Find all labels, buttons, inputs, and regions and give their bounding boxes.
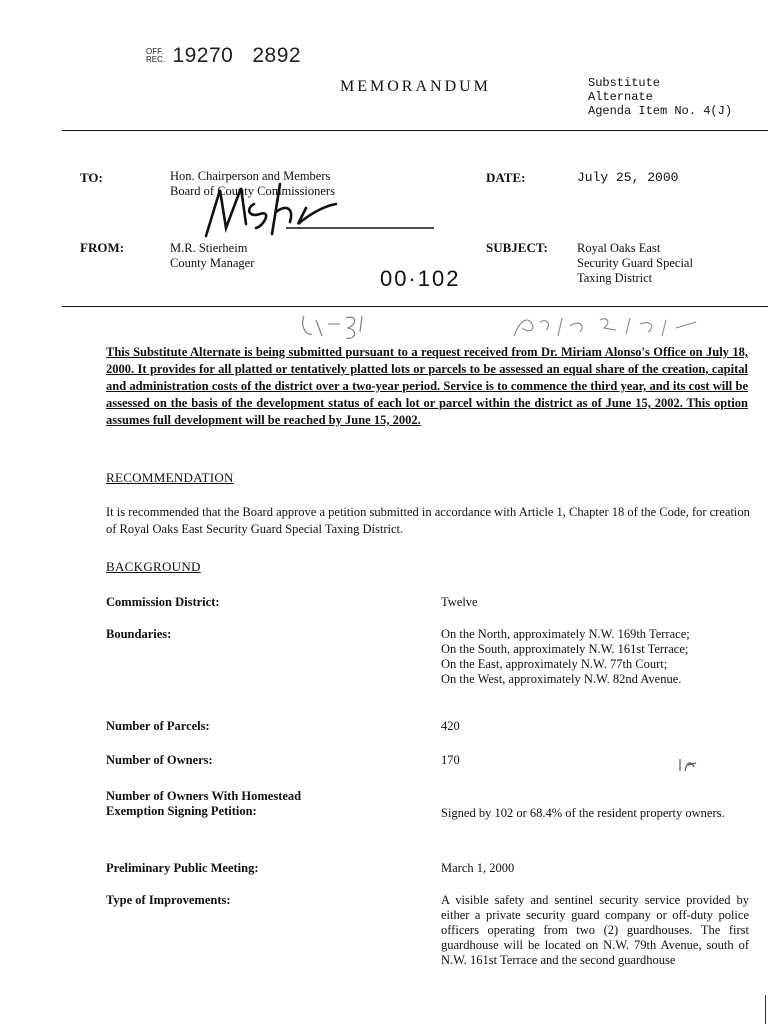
from-line-2: County Manager [170, 256, 255, 270]
handwritten-mark-icon [676, 755, 698, 777]
reference-number: 00·102 [380, 266, 461, 291]
commission-district-label: Commission District: [106, 595, 220, 609]
subject-line-2: Security Guard Special [577, 256, 693, 270]
page-edge-mark [765, 995, 766, 1024]
boundaries-label: Boundaries: [106, 627, 172, 641]
homestead-label-line-1: Number of Owners With Homestead [106, 789, 302, 803]
owners-label: Number of Owners: [106, 753, 213, 767]
homestead-value: Signed by 102 or 68.4% of the resident property owners. [441, 806, 725, 820]
from-line-1: M.R. Stierheim [170, 241, 248, 255]
parcels-label: Number of Parcels: [106, 719, 210, 733]
from-label: FROM: [80, 240, 125, 255]
commission-district-value: Twelve [441, 595, 478, 609]
to-line-2: Board of County Commissioners [170, 184, 335, 198]
homestead-label [106, 789, 301, 819]
handwritten-annotation-icon [300, 310, 720, 344]
recommendation-text: It is recommended that the Board approve a petition submitted in accordance with Article 1, Chapter 18 of the Code, for creation of Royal Oaks East Security Guard Special Taxing District. [106, 505, 750, 536]
stamp-prefix-line2: REC. [146, 55, 166, 64]
boundary-west: On the West, approximately N.W. 82nd Avenue. [441, 672, 682, 686]
agenda-line-1: Substitute [588, 76, 661, 90]
agenda-line-3: Agenda Item No. 4(J) [588, 104, 733, 118]
boundaries-value [441, 627, 749, 687]
stamp-number: 19270 2892 [172, 44, 302, 67]
background-heading: BACKGROUND [106, 559, 201, 574]
public-meeting-value: March 1, 2000 [441, 861, 515, 875]
stamp-prefix [146, 48, 168, 64]
subject-label: SUBJECT: [486, 240, 548, 255]
public-meeting-label: Preliminary Public Meeting: [106, 861, 259, 875]
from-sender [170, 241, 254, 271]
recommendation-heading: RECOMMENDATION [106, 470, 234, 485]
memo-title: MEMORANDUM [340, 78, 491, 95]
boundary-east: On the East, approximately N.W. 77th Court; [441, 657, 668, 671]
date-value: July 25, 2000 [577, 170, 679, 185]
substitute-alternate-paragraph: This Substitute Alternate is being submitted pursuant to a request received from Dr. Miriam Alonso's Office on July 18, 2000. It provides for all platted or tentatively platted lots or parcels to be assessed an equal share of the creation, capital and administration costs of the district over a two-year period. Service is to commence the third year, and its cost will be assessed on the basis of the development status of each lot or parcel within the district as of June 15, 2002. This option assumes full development will be reached by June 15, 2002. [106, 345, 748, 427]
memo-header-divider [62, 306, 768, 307]
to-label: TO: [80, 170, 103, 185]
improvements-value: A visible safety and sentinel security service provided by either a private security guard company or off-duty police officers operating from two (2) guardhouses. The first guardhouse will be located on N.W. 79th Avenue, south of N.W. 161st Terrace and the second guardhouse [441, 893, 749, 967]
official-record-stamp [146, 44, 301, 68]
date-label: DATE: [486, 170, 526, 185]
to-line-1: Hon. Chairperson and Members [170, 169, 331, 183]
improvements-label: Type of Improvements: [106, 893, 231, 907]
header-divider [62, 130, 768, 131]
signature-icon [186, 178, 436, 244]
subject-line-1: Royal Oaks East [577, 241, 661, 255]
stamp-prefix-line1: OFF. [146, 47, 164, 56]
parcels-value: 420 [441, 719, 460, 733]
boundary-south: On the South, approximately N.W. 161st Terrace; [441, 642, 689, 656]
agenda-item-block [588, 76, 732, 118]
boundary-north: On the North, approximately N.W. 169th Terrace; [441, 627, 690, 641]
owners-value: 170 [441, 753, 460, 767]
agenda-line-2: Alternate [588, 90, 653, 104]
subject-line-3: Taxing District [577, 271, 653, 285]
homestead-label-line-2: Exemption Signing Petition: [106, 804, 257, 818]
subject-value [577, 241, 693, 286]
